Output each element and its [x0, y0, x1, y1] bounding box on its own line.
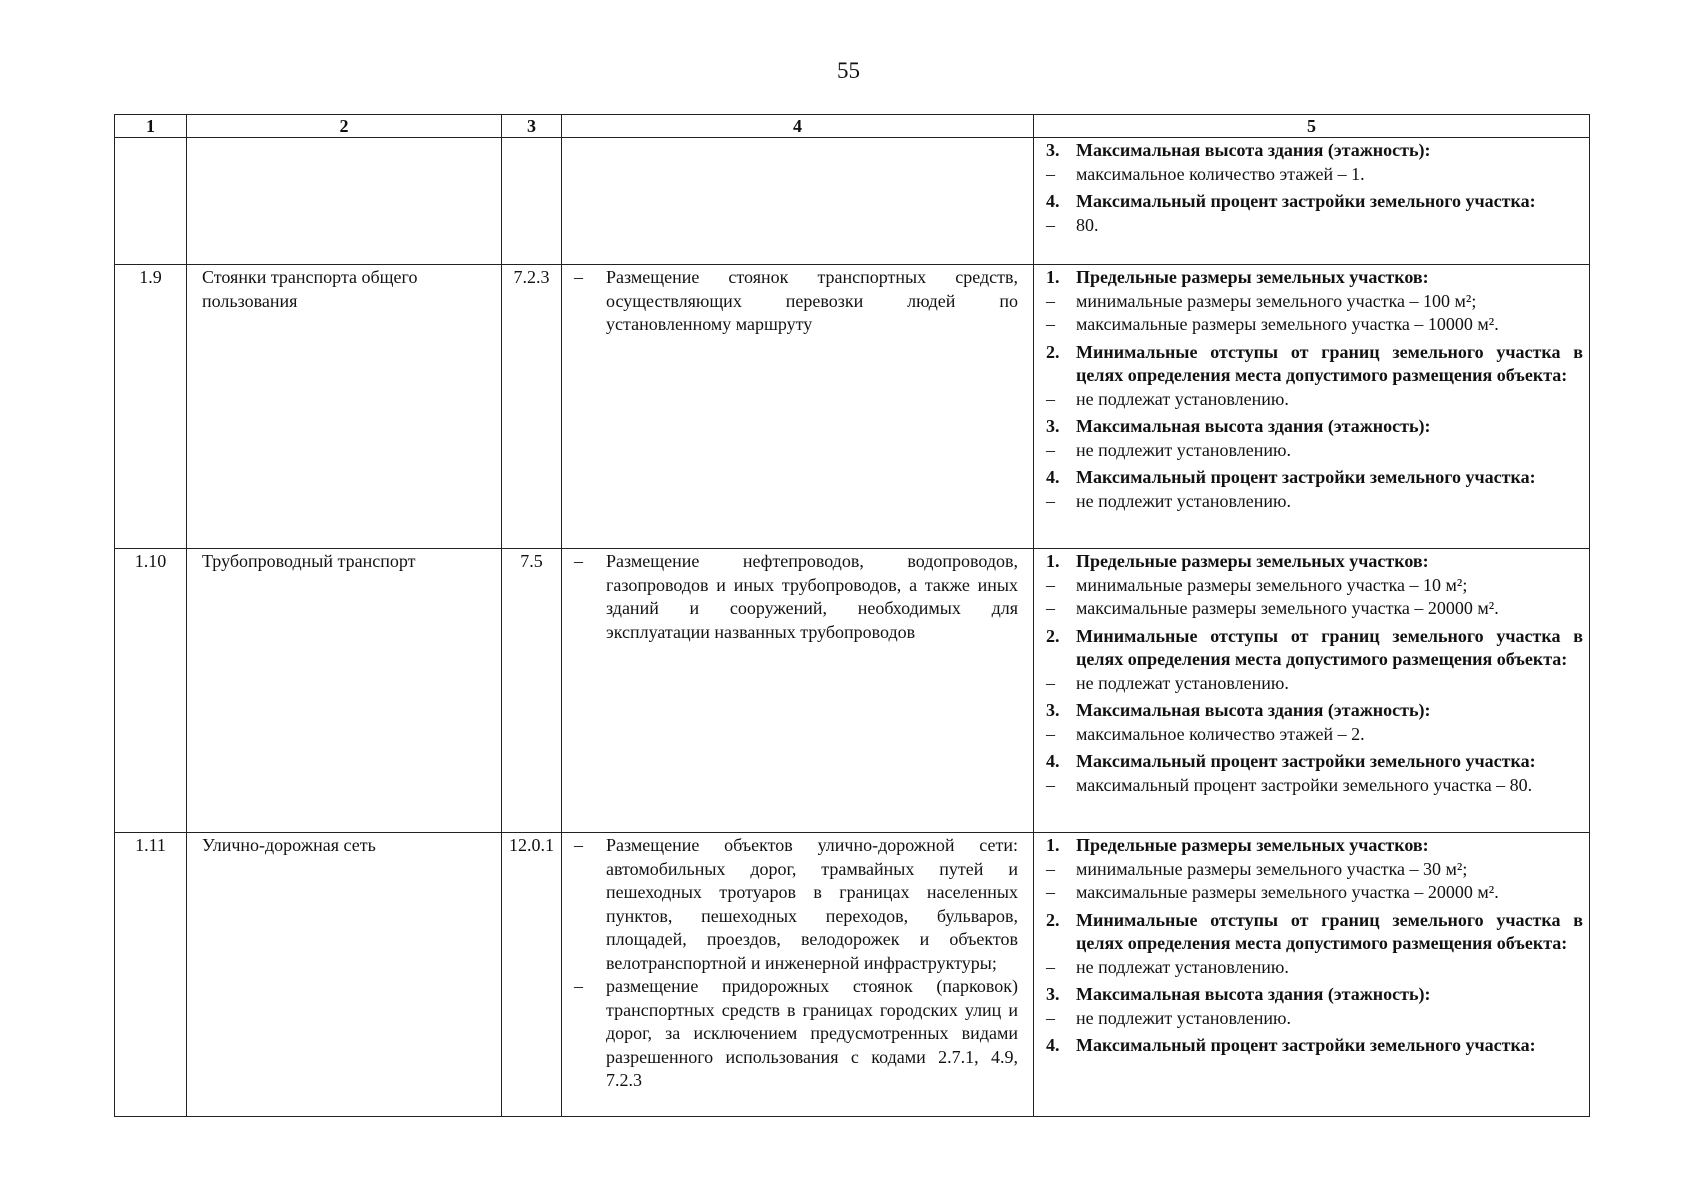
- cell-number: [115, 833, 187, 1117]
- row-number: 1.10: [134, 551, 167, 571]
- parameter-value: [1046, 858, 1583, 882]
- cell-code: [502, 549, 562, 833]
- parameter-value: [1046, 388, 1583, 412]
- table-header-row: [115, 115, 1590, 138]
- parameter-value: [1046, 163, 1583, 187]
- use-type-name: Трубопроводный транспорт: [202, 551, 416, 571]
- parameter-heading: [1046, 750, 1583, 774]
- parameter-heading: [1046, 909, 1583, 956]
- parameter-number: 4.: [1046, 1035, 1060, 1055]
- parameter-heading: [1046, 466, 1583, 490]
- cell-name: [187, 833, 502, 1117]
- cell-code: [502, 138, 562, 265]
- column-header-1: 1: [115, 115, 187, 138]
- dash-marker: –: [1046, 439, 1055, 460]
- parameter-value: [1046, 956, 1583, 980]
- parameter-number: 4.: [1046, 467, 1060, 487]
- description-text: Размещение нефтепроводов, водопроводов, газопроводов и иных трубопроводов, а также иных зданий и сооружений, необходимых для эксплуатации названных трубопроводов: [606, 551, 1018, 642]
- parameter-heading: [1046, 550, 1583, 574]
- parameter-value-text: максимальные размеры земельного участка – 20000 м².: [1076, 598, 1499, 618]
- parameter-value: [1046, 597, 1583, 621]
- parameter-title: Максимальная высота здания (этажность):: [1076, 416, 1431, 436]
- cell-description: [562, 138, 1034, 265]
- table-row: [115, 549, 1590, 833]
- table-row: [115, 138, 1590, 265]
- column-header-4: 4: [562, 115, 1034, 138]
- parameter-title: Максимальный процент застройки земельного участка:: [1076, 751, 1536, 771]
- use-type-code: 12.0.1: [509, 835, 554, 855]
- dash-marker: –: [574, 835, 583, 855]
- parameter-number: 1.: [1046, 267, 1060, 287]
- parameter-value-text: максимальные размеры земельного участка – 10000 м².: [1076, 314, 1499, 334]
- row-number: 1.11: [135, 835, 166, 855]
- parameter-value-text: минимальные размеры земельного участка – 30 м²;: [1076, 858, 1468, 879]
- description-item: [574, 266, 1018, 337]
- cell-parameters: [1034, 833, 1590, 1117]
- parameter-number: 1.: [1046, 835, 1060, 855]
- cell-name: [187, 138, 502, 265]
- parameter-number: 1.: [1046, 551, 1060, 571]
- parameter-heading: [1046, 190, 1583, 214]
- cell-number: [115, 265, 187, 549]
- dash-marker: –: [1046, 490, 1055, 511]
- page-number: 55: [837, 58, 860, 83]
- cell-parameters: [1034, 549, 1590, 833]
- use-type-code: 7.2.3: [513, 267, 550, 287]
- parameter-title: Предельные размеры земельных участков:: [1076, 267, 1429, 287]
- parameter-heading: [1046, 266, 1583, 290]
- dash-marker: –: [1046, 672, 1055, 693]
- use-type-code: [502, 138, 561, 139]
- parameters-block: [1034, 138, 1589, 237]
- parameter-value-text: не подлежат установлению.: [1076, 388, 1289, 409]
- parameter-value: [1046, 672, 1583, 696]
- parameter-title: Максимальный процент застройки земельного участка:: [1076, 191, 1536, 211]
- parameter-value-text: не подлежат установлению.: [1076, 672, 1289, 693]
- parameter-title: Минимальные отступы от границ земельного участка в целях определения места допустимого размещения объекта:: [1076, 909, 1583, 953]
- parameters-block: [1034, 833, 1589, 1058]
- dash-marker: –: [574, 976, 583, 996]
- parameter-title: Максимальная высота здания (этажность):: [1076, 700, 1431, 720]
- parameter-value-text: не подлежит установлению.: [1076, 439, 1291, 460]
- parameters-block: [1034, 549, 1589, 797]
- description-text: Размещение стоянок транспортных средств, осуществляющих перевозки людей по установленному маршруту: [606, 267, 1018, 334]
- dash-marker: –: [1046, 214, 1055, 235]
- parameter-value-text: не подлежит установлению.: [1076, 490, 1291, 511]
- cell-name: [187, 265, 502, 549]
- description-text: размещение придорожных стоянок (парковок) транспортных средств в границах городских улиц и дорог, за исключением предусмотренных видами разрешенного использования с кодами 2.7.1, 4.9, 7.2.3: [606, 976, 1018, 1090]
- parameter-heading: [1046, 1034, 1583, 1058]
- parameter-number: 3.: [1046, 140, 1060, 160]
- parameter-title: Минимальные отступы от границ земельного участка в целях определения места допустимого размещения объекта:: [1076, 341, 1583, 385]
- parameter-value-text: 80.: [1076, 214, 1099, 235]
- row-number: [115, 138, 186, 139]
- row-number: 1.9: [139, 267, 162, 287]
- parameter-value: [1046, 439, 1583, 463]
- dash-marker: –: [1046, 956, 1055, 977]
- dash-marker: –: [1046, 574, 1055, 595]
- cell-description: [562, 833, 1034, 1117]
- parameter-number: 2.: [1046, 341, 1060, 362]
- parameter-heading: [1046, 625, 1583, 672]
- parameter-title: Предельные размеры земельных участков:: [1076, 835, 1429, 855]
- dash-marker: –: [1046, 723, 1055, 744]
- parameter-value: [1046, 214, 1583, 238]
- table-row: [115, 833, 1590, 1117]
- description-list: [562, 265, 1033, 337]
- use-type-name: Стоянки транспорта общего пользования: [202, 267, 418, 311]
- dash-marker: –: [574, 267, 583, 287]
- parameter-number: 3.: [1046, 984, 1060, 1004]
- description-list: [562, 833, 1033, 1093]
- parameter-value-text: максимальное количество этажей – 1.: [1076, 163, 1365, 184]
- parameter-number: 3.: [1046, 416, 1060, 436]
- cell-code: [502, 833, 562, 1117]
- cell-description: [562, 265, 1034, 549]
- cell-description: [562, 549, 1034, 833]
- parameter-number: 4.: [1046, 751, 1060, 771]
- dash-marker: –: [574, 551, 583, 571]
- column-header-2: 2: [187, 115, 502, 138]
- parameter-value-text: минимальные размеры земельного участка – 100 м²;: [1076, 290, 1477, 311]
- parameters-block: [1034, 265, 1589, 513]
- parameter-heading: [1046, 983, 1583, 1007]
- cell-parameters: [1034, 138, 1590, 265]
- parameter-number: 4.: [1046, 191, 1060, 211]
- parameter-value-text: максимальные размеры земельного участка – 20000 м².: [1076, 882, 1499, 902]
- cell-number: [115, 138, 187, 265]
- parameter-heading: [1046, 139, 1583, 163]
- parameter-heading: [1046, 415, 1583, 439]
- cell-name: [187, 549, 502, 833]
- parameter-title: Максимальная высота здания (этажность):: [1076, 140, 1431, 160]
- dash-marker: –: [1046, 388, 1055, 409]
- dash-marker: –: [1046, 598, 1055, 618]
- dash-marker: –: [1046, 314, 1055, 334]
- parameter-value: [1046, 1007, 1583, 1031]
- parameter-value: [1046, 490, 1583, 514]
- parameter-title: Максимальный процент застройки земельного участка:: [1076, 467, 1536, 487]
- zoning-table: [114, 114, 1590, 1117]
- parameter-heading: [1046, 341, 1583, 388]
- parameter-heading: [1046, 834, 1583, 858]
- use-type-code: 7.5: [520, 551, 543, 571]
- table-row: [115, 265, 1590, 549]
- parameter-number: 2.: [1046, 625, 1060, 646]
- parameter-value: [1046, 290, 1583, 314]
- dash-marker: –: [1046, 1007, 1055, 1028]
- cell-number: [115, 549, 187, 833]
- use-type-name: Улично-дорожная сеть: [202, 835, 376, 855]
- parameter-title: Максимальный процент застройки земельного участка:: [1076, 1035, 1536, 1055]
- parameter-value-text: минимальные размеры земельного участка – 10 м²;: [1076, 574, 1468, 595]
- use-type-name: [187, 138, 501, 139]
- parameter-value-text: максимальное количество этажей – 2.: [1076, 723, 1365, 744]
- column-header-5: 5: [1034, 115, 1590, 138]
- dash-marker: –: [1046, 882, 1055, 902]
- parameter-title: Предельные размеры земельных участков:: [1076, 551, 1429, 571]
- parameter-number: 2.: [1046, 909, 1060, 930]
- parameter-value: [1046, 723, 1583, 747]
- parameter-title: Максимальная высота здания (этажность):: [1076, 984, 1431, 1004]
- parameter-value: [1046, 313, 1583, 337]
- parameter-value: [1046, 574, 1583, 598]
- description-item: [574, 975, 1018, 1093]
- cell-code: [502, 265, 562, 549]
- parameter-title: Минимальные отступы от границ земельного участка в целях определения места допустимого размещения объекта:: [1076, 625, 1583, 669]
- dash-marker: –: [1046, 290, 1055, 311]
- column-header-3: 3: [502, 115, 562, 138]
- dash-marker: –: [1046, 163, 1055, 184]
- parameter-number: 3.: [1046, 700, 1060, 720]
- parameter-value-text: не подлежат установлению.: [1076, 956, 1289, 977]
- parameter-value: [1046, 774, 1583, 798]
- description-list: [562, 549, 1033, 644]
- description-text: Размещение объектов улично-дорожной сети: автомобильных дорог, трамвайных путей и пешеходных тротуаров в границах населенных пунктов, пешеходных переходов, бульваров, площадей, проездов, велодорожек и объектов велотранспортной и инженерной инфраструктуры;: [606, 835, 1018, 973]
- parameter-value-text: не подлежит установлению.: [1076, 1007, 1291, 1028]
- parameter-value-text: максимальный процент застройки земельного участка – 80.: [1076, 774, 1533, 795]
- dash-marker: –: [1046, 858, 1055, 879]
- description-item: [574, 550, 1018, 644]
- dash-marker: –: [1046, 774, 1055, 795]
- cell-parameters: [1034, 265, 1590, 549]
- parameter-heading: [1046, 699, 1583, 723]
- parameter-value: [1046, 881, 1583, 905]
- description-item: [574, 834, 1018, 975]
